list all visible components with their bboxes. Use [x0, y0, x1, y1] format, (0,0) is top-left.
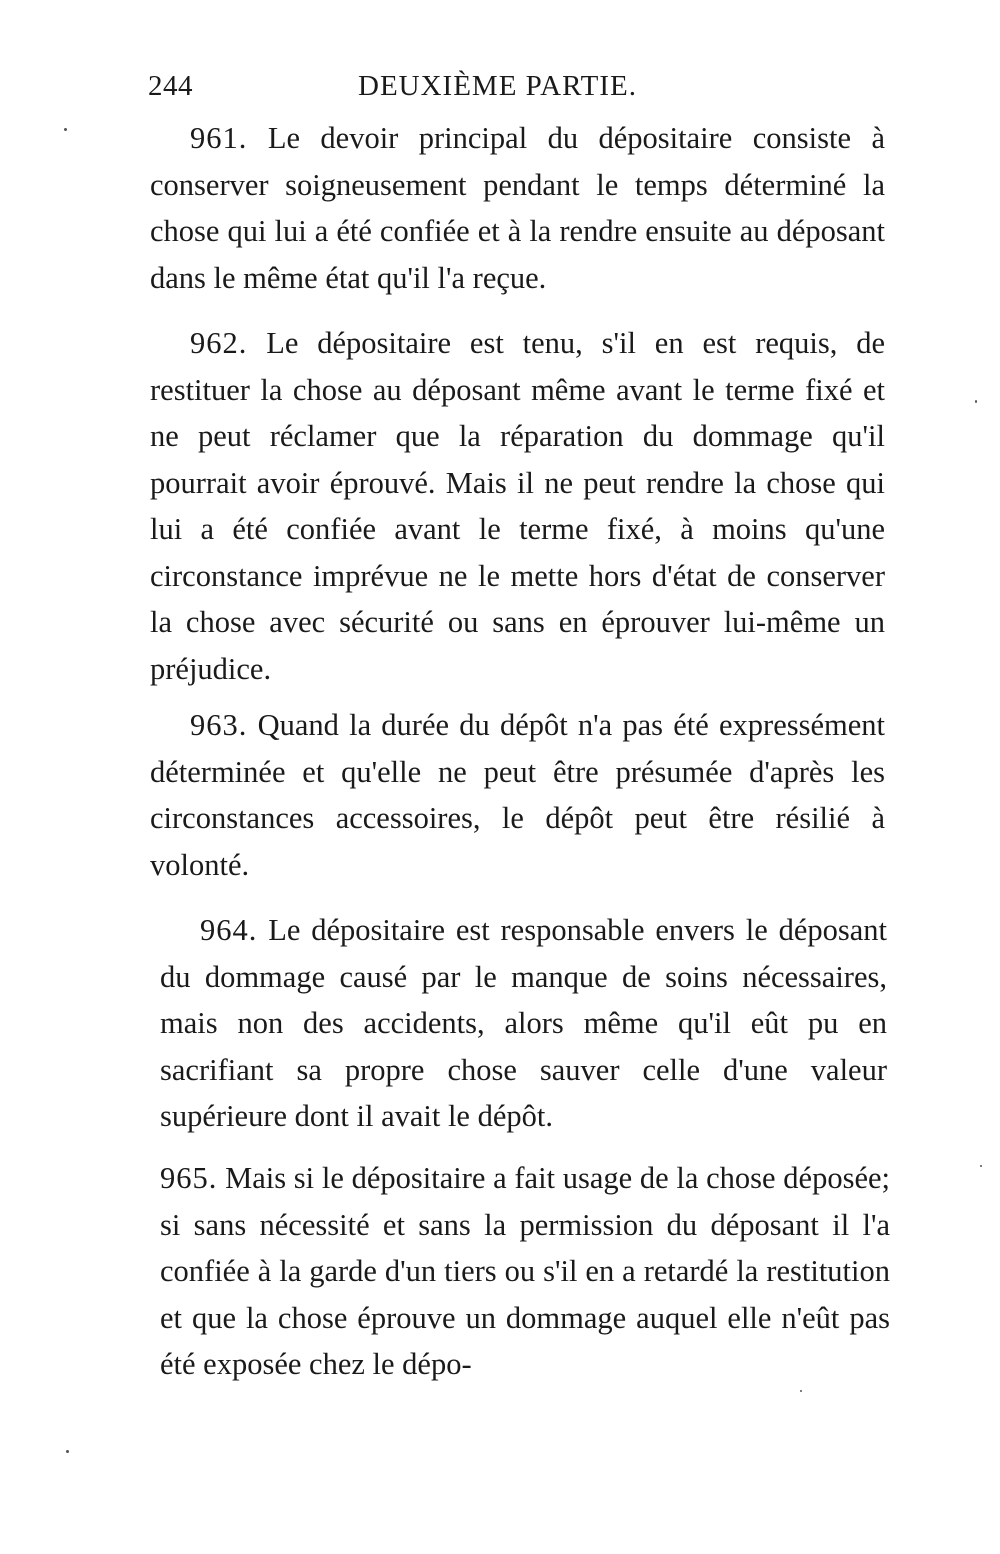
article-text: Le dépositaire est tenu, s'il en est requis, de restituer la chose au déposant même avant le terme fixé et ne peut réclamer que la réparation du dommage qu'il pourrait avoir éprouvé. Mais il ne peut rendre la chose qui lui a été confiée avant le terme fixé, à moins qu'une circonstance imprévue ne le mette hors d'état de conserver la chose avec sécurité ou sans en éprouver lui-même un préjudice. [150, 326, 885, 686]
article-paragraph [160, 907, 887, 1140]
paper-speck [800, 1390, 802, 1392]
article-paragraph [150, 702, 885, 888]
paper-speck [975, 400, 977, 403]
article-number: 962. [190, 326, 248, 360]
article-number: 961. [190, 121, 248, 155]
paper-speck [66, 1450, 69, 1453]
article-number: 963. [190, 708, 248, 742]
page-number: 244 [148, 70, 193, 102]
article-text: Mais si le dépositaire a fait usage de la chose déposée; si sans nécessité et sans la permission du déposant il l'a confiée à la garde d'un tiers ou s'il en a retardé la restitution et que la chose éprouve un dommage auquel elle n'eût pas été exposée chez le dépo- [160, 1161, 890, 1381]
article-paragraph [160, 1155, 890, 1388]
article-text: Le devoir principal du dépositaire consiste à conserver soigneusement pendant le temps déterminé la chose qui lui a été confiée et à la rendre ensuite au déposant dans le même état qu'il l'a reçue. [150, 121, 885, 295]
article-number: 964. [200, 913, 258, 947]
running-head [148, 70, 668, 110]
paper-speck [64, 128, 67, 131]
header-title: DEUXIÈME PARTIE. [358, 70, 638, 102]
article-paragraph [150, 115, 885, 301]
article-paragraph [150, 320, 885, 692]
article-number: 965. [160, 1161, 218, 1195]
paper-speck [980, 1165, 982, 1167]
article-text: Le dépositaire est responsable envers le déposant du dommage causé par le manque de soins nécessaires, mais non des accidents, alors même qu'il eût pu en sacrifiant sa propre chose sauver celle d'une valeur supérieure dont il avait le dépôt. [160, 913, 888, 1133]
article-text: Quand la durée du dépôt n'a pas été expressément déterminée et qu'elle ne peut être présumée d'après les circonstances accessoires, le dépôt peut être résilié à volonté. [150, 708, 885, 882]
